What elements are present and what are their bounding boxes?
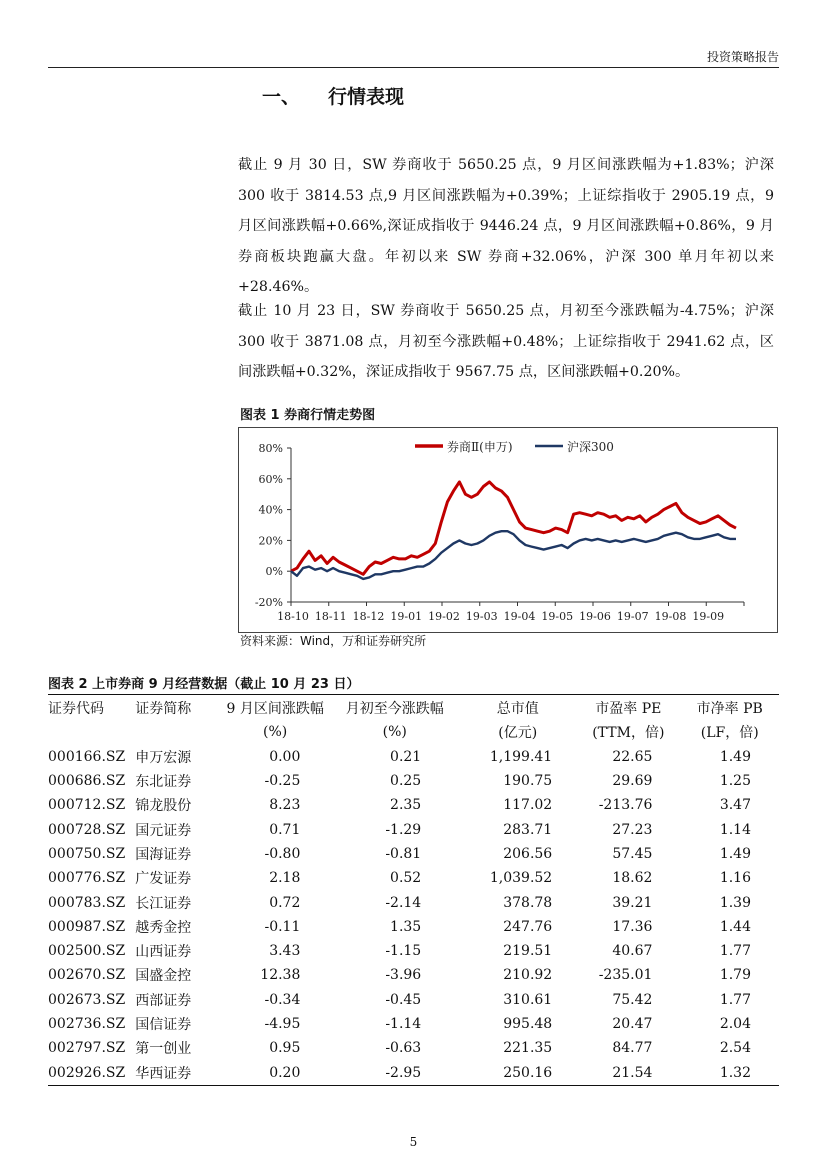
cell-market-cap: 206.56: [503, 845, 553, 862]
cell-mtd-change: 2.35: [390, 797, 422, 814]
table-bottom-rule: [48, 1085, 779, 1086]
cell-name: 第一创业: [135, 1041, 192, 1058]
cell-market-cap: 995.48: [503, 1016, 553, 1032]
cell-pb: 2.04: [719, 1016, 751, 1032]
cell-pe: -213.76: [598, 797, 653, 814]
cell-sep-change: -0.80: [264, 845, 301, 862]
cell-name: 东北证券: [135, 774, 192, 791]
cell-market-cap: 1,039.52: [489, 870, 553, 887]
cell-pb: 1.79: [719, 967, 751, 984]
figure-1-source: 资料来源：Wind，万和证券研究所: [240, 634, 427, 648]
cell-pe: 40.67: [612, 943, 653, 960]
cell-sep-change: 12.38: [260, 967, 301, 984]
table-row: [48, 1036, 779, 1060]
x-tick-label: 19-02: [428, 610, 460, 623]
series-line-brokerage: [291, 482, 736, 574]
page-number: 5: [409, 1135, 418, 1149]
cell-sep-change: 8.23: [269, 797, 301, 814]
report-type-label: 投资策略报告: [706, 50, 779, 64]
table-row: [48, 890, 779, 914]
cell-pe: 18.62: [612, 870, 653, 887]
cell-pe: 75.42: [612, 991, 653, 1008]
cell-mtd-change: -1.14: [385, 1016, 422, 1032]
cell-sep-change: -0.34: [264, 991, 301, 1008]
header-pb: 市净率 PB: [696, 701, 763, 718]
cell-market-cap: 221.35: [503, 1040, 553, 1057]
cell-pe: 22.65: [612, 748, 653, 765]
table-row: [48, 817, 779, 841]
cell-name: 国海证券: [135, 846, 192, 863]
cell-pe: 39.21: [612, 894, 653, 911]
x-tick-label: 19-08: [654, 610, 687, 623]
cell-pb: 1.49: [719, 845, 751, 862]
cell-code: 000166.SZ: [48, 748, 126, 765]
cell-pb: 1.25: [719, 773, 751, 790]
cell-sep-change: -0.25: [264, 773, 301, 790]
table-row: [48, 988, 779, 1012]
section-number: 一、: [262, 86, 301, 108]
cell-pe: 20.47: [612, 1016, 653, 1032]
cell-code: 002670.SZ: [48, 967, 126, 984]
cell-name: 锦龙股份: [135, 798, 192, 815]
brokerage-trend-chart: [238, 427, 778, 633]
y-tick-label: 80%: [258, 442, 283, 455]
cell-code: 000987.SZ: [48, 918, 126, 935]
market-summary-paragraph-2: 截止 10 月 23 日，SW 券商收于 5650.25 点，月初至今涨跌幅为-4.75%；沪深 300 收于 3871.08 点，月初至今涨跌幅+0.48%；上证综指收于 2941.62 点，区间涨跌幅+0.32%，深证成指收于 9567.75 点，区间涨跌幅+0.20%。: [238, 303, 774, 380]
cell-pb: 1.49: [719, 748, 751, 765]
table-2-caption: 图表 2 上市券商 9 月经营数据（截止 10 月 23 日）: [48, 677, 360, 692]
cell-code: 002797.SZ: [48, 1040, 126, 1057]
cell-sep-change: -0.11: [264, 918, 301, 935]
cell-mtd-change: -2.95: [385, 1064, 422, 1081]
cell-code: 002673.SZ: [48, 991, 126, 1008]
header-pe: 市盈率 PE: [595, 701, 662, 718]
cell-mtd-change: -1.29: [385, 821, 422, 838]
cell-mtd-change: 1.35: [390, 918, 422, 935]
cell-mtd-change: -2.14: [385, 894, 422, 911]
cell-pe: 27.23: [612, 821, 653, 838]
cell-sep-change: 0.20: [269, 1064, 301, 1081]
cell-mtd-change: 0.21: [390, 748, 422, 765]
x-tick-label: 18-11: [314, 610, 347, 623]
cell-market-cap: 1,199.41: [489, 748, 553, 765]
cell-market-cap: 210.92: [503, 967, 553, 984]
header-mtd-change: 月初至今涨跌幅: [345, 701, 444, 718]
cell-mtd-change: -0.63: [385, 1040, 422, 1057]
brokerage-data-table: [48, 696, 779, 1085]
cell-mtd-change: 0.52: [390, 870, 422, 887]
cell-mtd-change: -0.45: [385, 991, 422, 1008]
subheader-sep-change: (%): [263, 724, 288, 741]
x-tick-label: 19-03: [465, 610, 498, 623]
cell-pb: 1.77: [719, 943, 751, 960]
x-tick-label: 19-01: [390, 610, 423, 623]
x-tick-label: 19-06: [579, 610, 611, 623]
cell-name: 广发证券: [135, 871, 192, 888]
table-row: [48, 1012, 779, 1036]
cell-pb: 1.32: [719, 1064, 751, 1081]
cell-name: 长江证券: [135, 895, 192, 912]
cell-name: 国信证券: [135, 1017, 192, 1033]
cell-pb: 1.44: [719, 918, 751, 935]
cell-market-cap: 310.61: [503, 991, 553, 1008]
cell-pe: -235.01: [598, 967, 653, 984]
cell-sep-change: 0.71: [269, 821, 301, 838]
x-tick-label: 19-05: [541, 610, 574, 623]
section-heading: [262, 82, 404, 109]
cell-code: 002736.SZ: [48, 1016, 126, 1032]
cell-sep-change: -4.95: [264, 1016, 301, 1032]
cell-code: 000783.SZ: [48, 894, 126, 911]
chart-canvas: [239, 428, 777, 632]
cell-sep-change: 3.43: [269, 943, 301, 960]
cell-name: 国元证券: [135, 822, 192, 839]
cell-market-cap: 283.71: [503, 821, 553, 838]
cell-market-cap: 378.78: [503, 894, 553, 911]
cell-code: 002926.SZ: [48, 1064, 126, 1081]
cell-pe: 21.54: [612, 1064, 653, 1081]
x-tick-label: 18-12: [352, 610, 385, 623]
y-tick-label: 20%: [258, 534, 283, 548]
figure-1-caption: 图表 1 券商行情走势图: [240, 408, 376, 423]
cell-market-cap: 190.75: [503, 773, 553, 790]
cell-pe: 84.77: [612, 1040, 653, 1057]
legend-label: 券商Ⅱ(申万): [447, 440, 513, 454]
table-row: [48, 915, 779, 939]
table-row: [48, 769, 779, 793]
header-divider: [48, 67, 779, 68]
section-title: 行情表现: [328, 86, 405, 108]
cell-code: 000712.SZ: [48, 797, 126, 814]
x-tick-label: 19-07: [616, 610, 649, 623]
cell-pb: 3.47: [719, 797, 751, 814]
cell-mtd-change: -0.81: [385, 845, 422, 862]
cell-pe: 57.45: [612, 845, 653, 862]
cell-mtd-change: -3.96: [385, 967, 422, 984]
header-name: 证券简称: [135, 701, 192, 718]
cell-sep-change: 0.95: [269, 1040, 301, 1057]
cell-sep-change: 2.18: [269, 870, 301, 887]
table-row: [48, 1060, 779, 1084]
subheader-name: [135, 720, 220, 744]
table-subheader-row: [48, 720, 779, 744]
cell-code: 002500.SZ: [48, 943, 126, 960]
subheader-pb: (LF，倍): [700, 725, 759, 742]
y-tick-label: 40%: [258, 503, 283, 517]
cell-name: 国盛金控: [135, 968, 192, 985]
cell-pe: 17.36: [612, 918, 653, 935]
cell-sep-change: 0.00: [269, 748, 301, 765]
cell-name: 华西证券: [135, 1065, 192, 1082]
table-row: [48, 842, 779, 866]
x-tick-label: 19-04: [503, 610, 536, 623]
cell-code: 000686.SZ: [48, 773, 126, 790]
table-row: [48, 939, 779, 963]
cell-market-cap: 219.51: [503, 943, 553, 960]
table-row: [48, 745, 779, 769]
cell-sep-change: 0.72: [269, 894, 301, 911]
cell-pb: 1.14: [719, 821, 751, 838]
cell-market-cap: 250.16: [503, 1064, 553, 1081]
market-summary-paragraph-1: 截止 9 月 30 日，SW 券商收于 5650.25 点，9 月区间涨跌幅为+1.83%；沪深 300 收于 3814.53 点,9 月区间涨跌幅为+0.39%；上证综指收于 2905.19 点，9 月区间涨跌幅+0.66%,深证成指收于 9446.24 点，9 月区间涨跌幅+0.86%，9 月券商板块跑赢大盘。年初以来 SW 券商+32.06%，沪深 300 单月年初以来+28.46%。: [238, 157, 774, 296]
cell-pb: 1.16: [719, 870, 751, 887]
cell-name: 山西证券: [135, 944, 192, 961]
subheader-pe: (TTM，倍): [592, 725, 665, 742]
header-code: 证券代码: [48, 701, 104, 718]
cell-name: 越秀金控: [135, 919, 192, 936]
y-tick-label: -20%: [254, 596, 283, 609]
y-tick-label: 60%: [258, 472, 283, 486]
cell-name: 西部证券: [135, 992, 192, 1009]
cell-mtd-change: -1.15: [385, 943, 422, 960]
cell-pb: 2.54: [719, 1040, 751, 1057]
x-tick-label: 19-09: [692, 610, 725, 623]
cell-name: 申万宏源: [135, 749, 192, 766]
x-tick-label: 18-10: [277, 610, 309, 623]
cell-pe: 29.69: [612, 773, 653, 790]
subheader-code: [48, 720, 135, 744]
cell-mtd-change: 0.25: [390, 773, 422, 790]
table-row: [48, 866, 779, 890]
cell-code: 000728.SZ: [48, 821, 126, 838]
subheader-mtd-change: (%): [382, 724, 407, 741]
cell-market-cap: 247.76: [503, 918, 553, 935]
cell-code: 000750.SZ: [48, 845, 126, 862]
cell-market-cap: 117.02: [503, 797, 553, 814]
header-market-cap: 总市值: [496, 701, 539, 718]
table-row: [48, 793, 779, 817]
cell-pb: 1.39: [719, 894, 751, 911]
cell-pb: 1.77: [719, 991, 751, 1008]
legend-label: 沪深300: [567, 440, 614, 454]
subheader-market-cap: (亿元): [498, 725, 538, 742]
y-tick-label: 0%: [265, 565, 283, 579]
table-row: [48, 963, 779, 987]
table-header-row: [48, 696, 779, 720]
table-top-rule: [48, 694, 779, 695]
cell-code: 000776.SZ: [48, 870, 126, 887]
header-sep-change: 9 月区间涨跌幅: [226, 701, 324, 718]
